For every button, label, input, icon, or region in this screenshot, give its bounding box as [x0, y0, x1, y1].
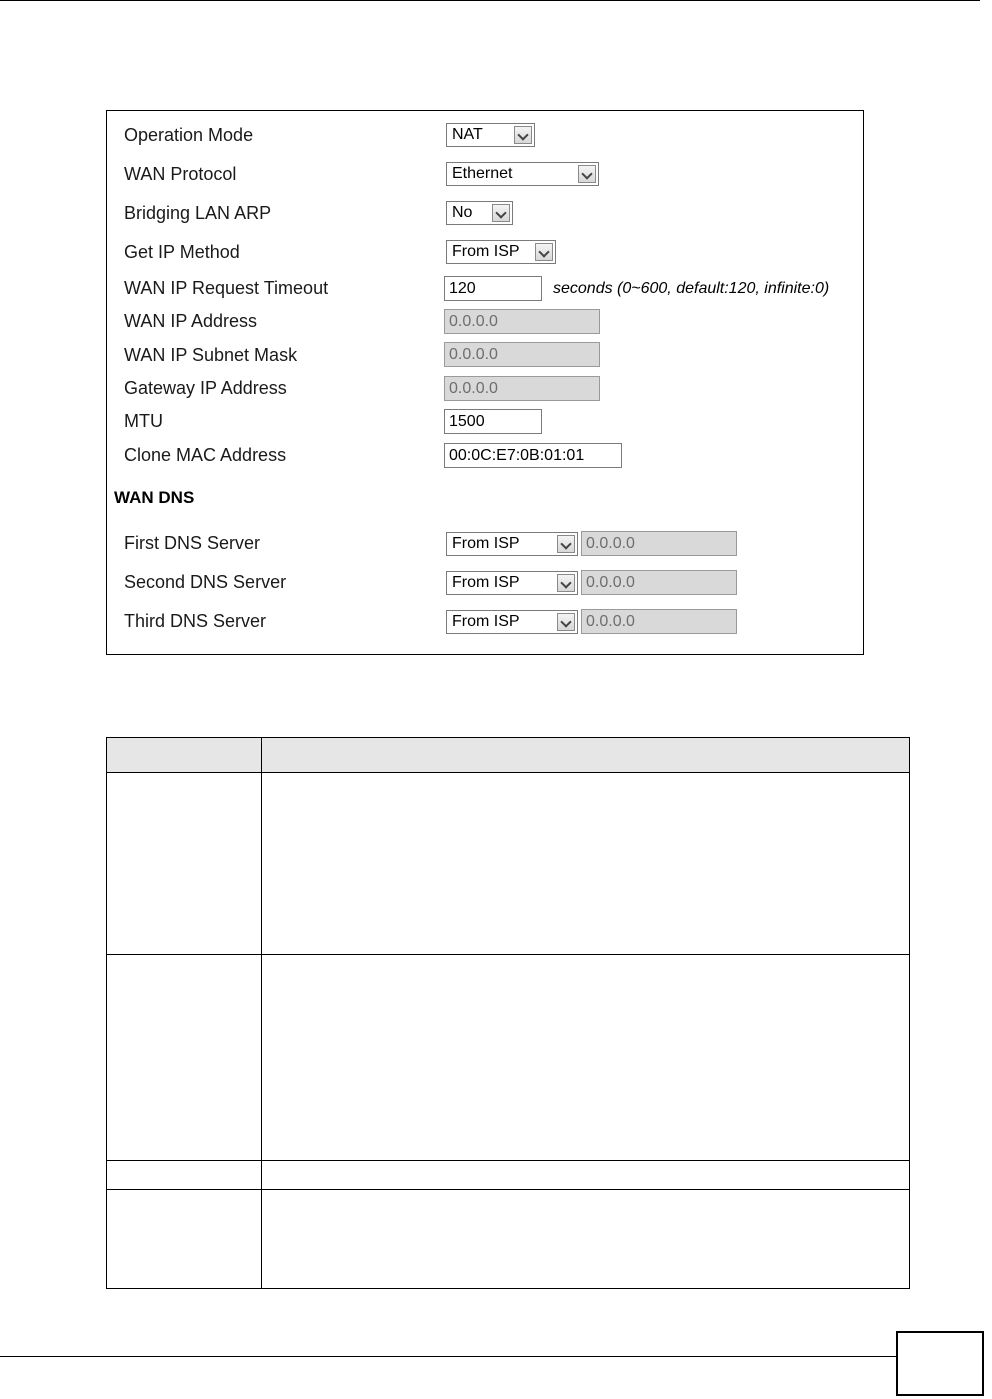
chevron-down-icon — [557, 535, 575, 553]
table-row — [107, 773, 910, 955]
wan-protocol-select[interactable] — [446, 162, 599, 186]
clone-mac-address-input[interactable]: 00:0C:E7:0B:01:01 — [444, 443, 622, 468]
wan-ip-subnet-mask-input[interactable]: 0.0.0.0 — [444, 342, 600, 367]
footer-rule — [0, 1356, 896, 1357]
table-cell — [262, 1161, 910, 1190]
table-cell — [107, 955, 262, 1161]
get-ip-method-select[interactable] — [446, 240, 556, 264]
wan-ip-request-timeout-label: WAN IP Request Timeout — [124, 278, 329, 298]
table-cell — [107, 773, 262, 955]
table-header-row — [107, 738, 910, 773]
first-dns-mode-value: From ISP — [452, 535, 520, 552]
second-dns-server-label: Second DNS Server — [124, 572, 287, 592]
second-dns-mode-select[interactable] — [446, 571, 578, 595]
chevron-down-icon — [492, 204, 510, 222]
third-dns-server-label: Third DNS Server — [124, 611, 267, 631]
bridging-lan-arp-value: No — [452, 204, 473, 221]
operation-mode-select[interactable] — [446, 123, 535, 147]
page-number-box — [896, 1331, 984, 1396]
first-dns-server-label: First DNS Server — [124, 533, 261, 553]
operation-mode-label: Operation Mode — [124, 125, 254, 145]
second-dns-mode-value: From ISP — [452, 574, 520, 591]
bridging-lan-arp-label: Bridging LAN ARP — [124, 203, 272, 223]
wan-settings-panel — [106, 110, 864, 655]
wan-ip-address-label: WAN IP Address — [124, 311, 258, 331]
header-cell-description — [262, 738, 910, 773]
table-cell — [262, 773, 910, 955]
gateway-ip-address-input[interactable]: 0.0.0.0 — [444, 376, 600, 401]
third-dns-mode-value: From ISP — [452, 613, 520, 630]
wan-protocol-label: WAN Protocol — [124, 164, 237, 184]
third-dns-mode-select[interactable] — [446, 610, 578, 634]
table-cell — [107, 1190, 262, 1289]
table-row — [107, 955, 910, 1161]
wan-ip-request-timeout-input[interactable]: 120 — [444, 276, 542, 301]
first-dns-address-input[interactable]: 0.0.0.0 — [581, 531, 737, 556]
second-dns-address-input[interactable]: 0.0.0.0 — [581, 570, 737, 595]
third-dns-address-input[interactable]: 0.0.0.0 — [581, 609, 737, 634]
timeout-hint: seconds (0~600, default:120, infinite:0) — [553, 280, 830, 297]
wan-dns-heading: WAN DNS — [114, 488, 195, 507]
header-cell-label — [107, 738, 262, 773]
get-ip-method-value: From ISP — [452, 243, 520, 260]
mtu-input[interactable]: 1500 — [444, 409, 542, 434]
gateway-ip-address-label: Gateway IP Address — [124, 378, 287, 398]
chevron-down-icon — [578, 165, 596, 183]
wan-ip-subnet-mask-label: WAN IP Subnet Mask — [124, 345, 298, 365]
chevron-down-icon — [535, 243, 553, 261]
mtu-label: MTU — [124, 411, 163, 431]
clone-mac-address-label: Clone MAC Address — [124, 445, 287, 465]
chevron-down-icon — [557, 574, 575, 592]
table-row — [107, 1161, 910, 1190]
description-table — [106, 737, 910, 1289]
get-ip-method-label: Get IP Method — [124, 242, 240, 262]
table-row — [107, 1190, 910, 1289]
first-dns-mode-select[interactable] — [446, 532, 578, 556]
table-cell — [107, 1161, 262, 1190]
chevron-down-icon — [557, 613, 575, 631]
table-cell — [262, 1190, 910, 1289]
bridging-lan-arp-select[interactable] — [446, 201, 513, 225]
chevron-down-icon — [514, 126, 532, 144]
wan-ip-address-input[interactable]: 0.0.0.0 — [444, 309, 600, 334]
table-cell — [262, 955, 910, 1161]
operation-mode-value: NAT — [452, 126, 483, 143]
top-rule — [0, 0, 980, 1]
wan-protocol-value: Ethernet — [452, 165, 513, 182]
